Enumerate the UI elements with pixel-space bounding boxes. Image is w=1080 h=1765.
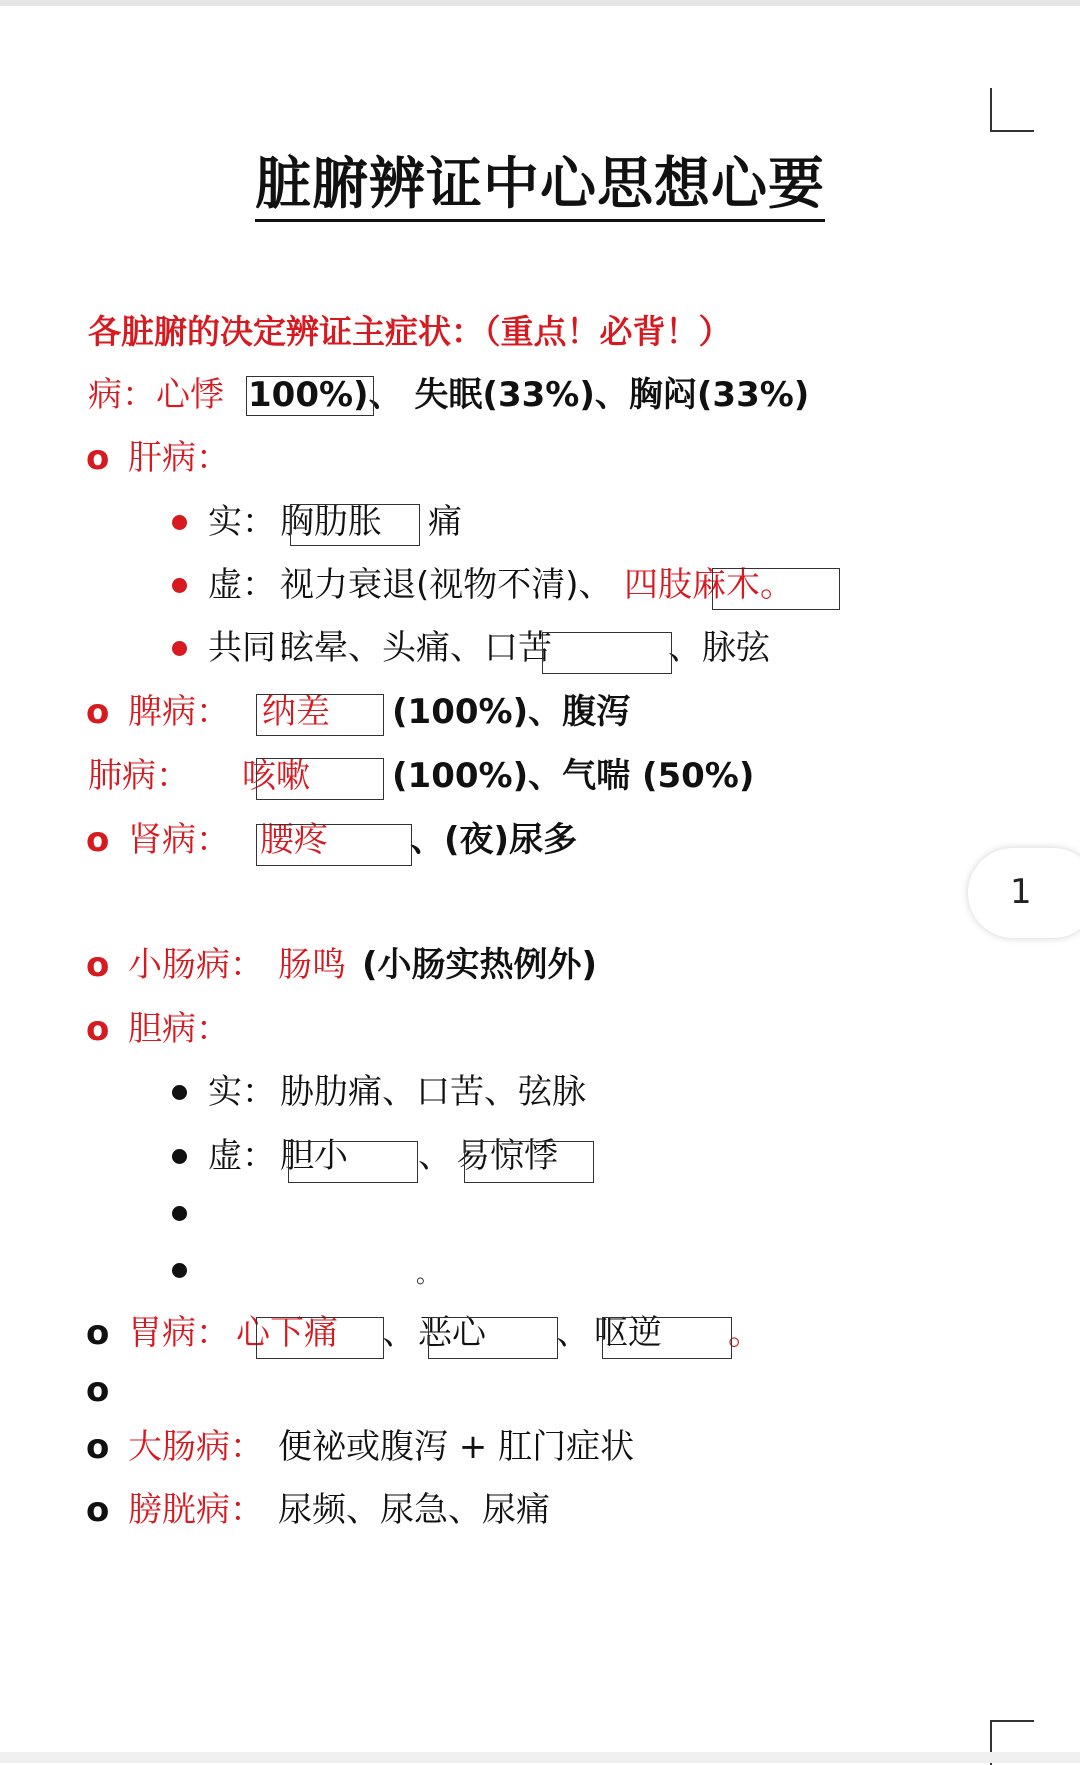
liver-shi-label: 实： — [208, 502, 276, 542]
small-intestine-symptom: 肠鸣 — [278, 945, 346, 985]
large-intestine-text: 便祕或腹泻 + 肛门症状 — [278, 1427, 635, 1467]
bullet-o: o — [86, 1427, 110, 1467]
gallbladder-label: 胆病： — [128, 1009, 230, 1049]
answer-box — [256, 694, 384, 736]
liver-xu-label: 虚： — [208, 565, 276, 605]
bullet-o: o — [86, 692, 110, 732]
bullet-o: o — [86, 1313, 110, 1353]
kidney-symptom: 腰疼 — [260, 820, 328, 860]
bullet-dot — [172, 578, 187, 593]
bullet-o: o — [86, 945, 110, 985]
bladder-text: 尿频、尿急、尿痛 — [278, 1490, 550, 1530]
liver-xu-red: 四肢麻木。 — [624, 565, 794, 605]
small-intestine-label: 小肠病： — [128, 945, 264, 985]
stomach-sep-2: 、 — [556, 1313, 590, 1353]
liver-common-tail: 、脉弦 — [668, 628, 770, 668]
gallbladder-xu-sep: 、 — [418, 1136, 452, 1176]
stomach-symptom-1: 心下痛 — [236, 1313, 338, 1353]
answer-box — [288, 1141, 418, 1183]
liver-common-label: 共同： — [208, 628, 310, 668]
page-bottom-border — [0, 1752, 1080, 1763]
page-number: 1 — [1010, 872, 1032, 912]
bullet-o: o — [86, 1490, 110, 1530]
section-header-text: 各脏腑的决定辨证主症状：（重点！必背！） — [88, 312, 732, 351]
bullet-o: o — [86, 1009, 110, 1049]
liver-common-text: 眩晕、头痛、口苦 — [280, 628, 552, 668]
gallbladder-xu-label: 虚： — [208, 1136, 276, 1176]
gallbladder-shi-label: 实： — [208, 1072, 276, 1112]
bullet-dot — [172, 515, 187, 530]
bullet-dot — [172, 1206, 187, 1221]
liver-xu-text: 视力衰退(视物不清)、 — [280, 565, 613, 605]
gallbladder-xu-text1: 胆小 — [280, 1136, 348, 1176]
stomach-sep-1: 、 — [382, 1313, 416, 1353]
lung-label: 肺病： — [88, 756, 190, 796]
lung-rest: (100%)、气喘 (50%) — [392, 756, 755, 796]
lung-symptom: 咳嗽 — [242, 756, 310, 796]
bullet-o: o — [86, 1370, 110, 1410]
answer-box — [428, 1317, 558, 1359]
bullet-dot — [172, 1085, 187, 1100]
answer-box — [290, 504, 420, 546]
bullet-dot — [172, 641, 187, 656]
answer-box — [464, 1141, 594, 1183]
answer-box — [256, 824, 412, 866]
answer-box — [256, 758, 384, 800]
gallbladder-xu-text2: 易惊悸 — [456, 1136, 558, 1176]
bullet-o: o — [86, 438, 110, 478]
gallbladder-shi-text: 胁肋痛、口苦、弦脉 — [280, 1072, 586, 1112]
liver-shi-tail: 痛 — [428, 502, 462, 542]
stomach-symptom-3: 呕逆 — [594, 1313, 662, 1353]
bullet-o: o — [86, 820, 110, 860]
answer-box — [256, 1317, 384, 1359]
liver-shi-text: 胸肋胀 — [280, 502, 382, 542]
heart-symptoms: 100%)、 失眠(33%)、胸闷(33%) — [248, 375, 810, 415]
page-title-text: 脏腑辨证中心思想心要 — [255, 152, 825, 222]
kidney-label: 肾病： — [128, 820, 230, 860]
page-title — [0, 140, 1080, 220]
page-top-border — [0, 0, 1080, 6]
empty-item-mark: 。 — [416, 1260, 440, 1288]
liver-label: 肝病： — [128, 438, 230, 478]
answer-box — [542, 632, 672, 674]
page-corner-mark-top — [990, 88, 1034, 132]
spleen-symptom: 纳差 — [262, 692, 330, 732]
stomach-end: 。 — [728, 1313, 762, 1353]
large-intestine-label: 大肠病： — [128, 1427, 264, 1467]
stomach-symptom-2: 恶心 — [418, 1313, 486, 1353]
spleen-rest: (100%)、腹泻 — [392, 692, 631, 732]
answer-box — [602, 1317, 732, 1359]
answer-box — [246, 376, 374, 416]
heart-label: 病：心悸 — [88, 375, 224, 415]
kidney-rest: 、(夜)尿多 — [410, 820, 578, 860]
bladder-label: 膀胱病： — [128, 1490, 264, 1530]
bullet-dot — [172, 1149, 187, 1164]
spleen-label: 脾病： — [128, 692, 230, 732]
stomach-label: 胃病： — [128, 1313, 230, 1353]
answer-box — [712, 568, 840, 610]
small-intestine-rest: (小肠实热例外) — [362, 945, 598, 985]
bullet-dot — [172, 1263, 187, 1278]
